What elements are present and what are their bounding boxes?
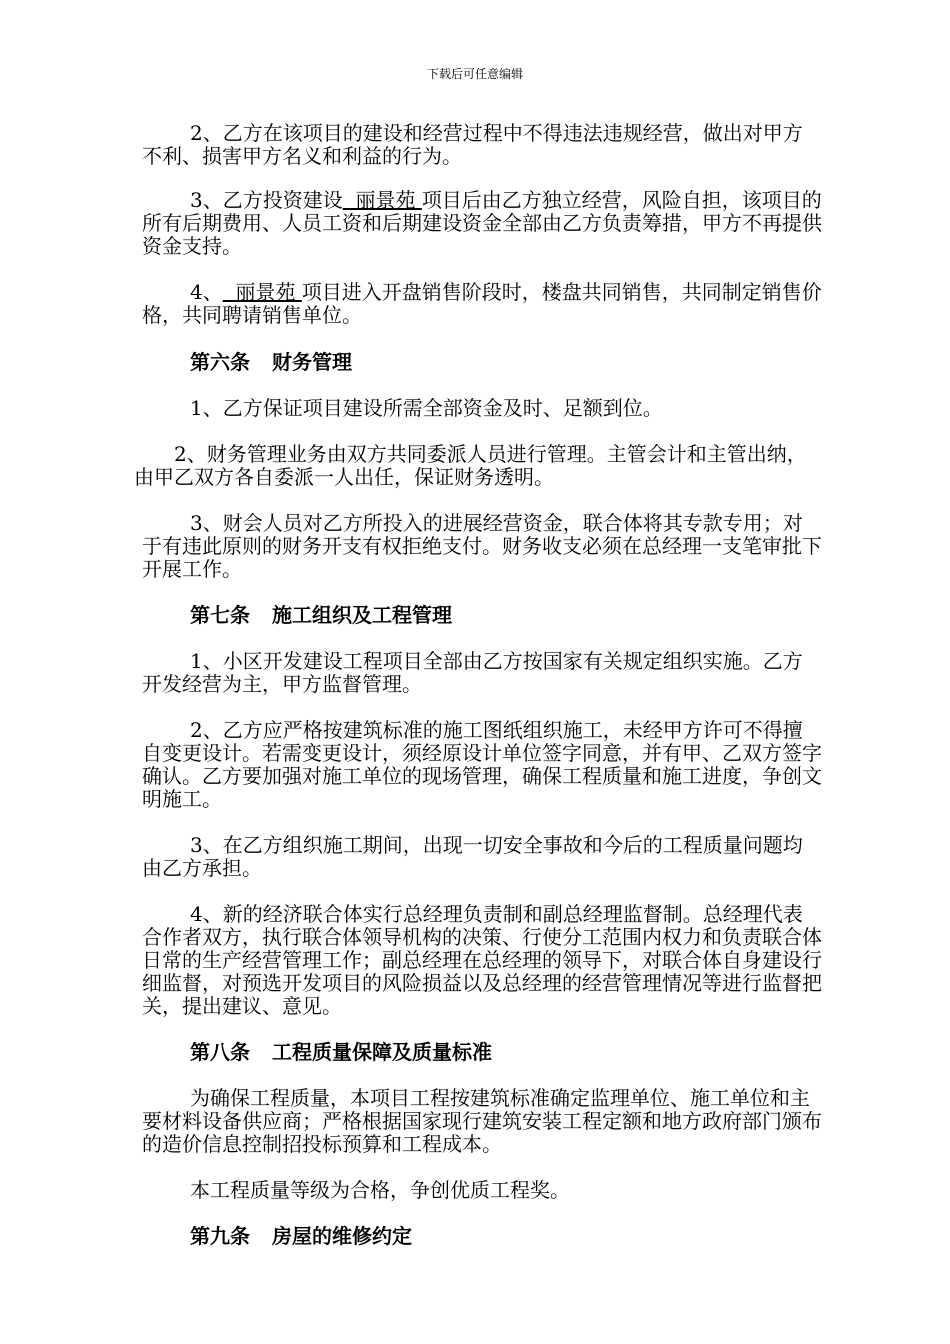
clause-7-item-3: 3、在乙方组织施工期间，出现一切安全事故和今后的工程质量问题均由乙方承担。 bbox=[142, 833, 803, 880]
clause-5-item-4-rest: 项目进入开盘销售阶段时，楼盘共同销售，共同制定销售价格，共同聘请销售单位。 bbox=[142, 280, 822, 327]
article-7-heading bbox=[142, 604, 822, 627]
document-body bbox=[134, 121, 822, 1248]
article-8-title: 工程质量保障及质量标准 bbox=[272, 1040, 492, 1064]
clause-6-item-2: 2、财务管理业务由双方共同委派人员进行管理。主管会计和主管出纳，由甲乙双方各自委派一人出任，保证财务透明。 bbox=[134, 442, 807, 489]
project-name-underlined: 丽景苑 bbox=[222, 280, 302, 304]
article-6-heading bbox=[142, 351, 822, 374]
clause-5-item-3-rest: 项目后由乙方独立经营，风险自担，该项目的所有后期费用、人员工资和后期建设资金全部由乙方负责筹措，甲方不再提供资金支持。 bbox=[142, 188, 822, 258]
project-name-underlined: 丽景苑 bbox=[342, 188, 422, 212]
article-8-heading bbox=[142, 1041, 822, 1064]
clause-7-item-1: 1、小区开发建设工程项目全部由乙方按国家有关规定组织实施。乙方开发经营为主，甲方监督管理。 bbox=[142, 649, 803, 696]
article-7-title: 施工组织及工程管理 bbox=[272, 603, 452, 627]
clause-6-item-1: 1、乙方保证项目建设所需全部资金及时、足额到位。 bbox=[190, 396, 663, 420]
clause-5-item-4 bbox=[142, 281, 822, 327]
clause-5-item-4-lead: 4、 bbox=[190, 280, 223, 304]
article-9-heading bbox=[142, 1225, 822, 1248]
clause-5-item-2: 2、乙方在该项目的建设和经营过程中不得违法违规经营，做出对甲方不利、损害甲方名义和利益的行为。 bbox=[142, 121, 803, 168]
clause-7-item-2: 2、乙方应严格按建筑标准的施工图纸组织施工，未经甲方许可不得擅自变更设计。若需变更设计，须经原设计单位签字同意，并有甲、乙双方签字确认。乙方要加强对施工单位的现场管理，确保工程质量和施工进度，争创文明施工。 bbox=[142, 718, 822, 811]
clause-7-item-4: 4、新的经济联合体实行总经理负责制和副总经理监督制。总经理代表合作者双方，执行联合体领导机构的决策、行使分工范围内权力和负责联合体日常的生产经营管理工作；副总经理在总经理的领导下，对联合体自身建设行细监督，对预选开发项目的风险损益以及总经理的经营管理情况等进行监督把关，提出建议、意见。 bbox=[142, 902, 822, 1018]
clause-5-item-3-lead: 3、乙方投资建设 bbox=[190, 188, 343, 212]
clause-8-para-1: 为确保工程质量，本项目工程按建筑标准确定监理单位、施工单位和主要材料设备供应商；严格根据国家现行建筑安装工程定额和地方政府部门颁布的造价信息控制招投标预算和工程成本。 bbox=[142, 1086, 822, 1156]
article-9-title: 房屋的维修约定 bbox=[272, 1224, 412, 1248]
page-header-note: 下载后可任意编辑 bbox=[426, 67, 523, 81]
article-7-number: 第七条 bbox=[190, 603, 250, 627]
article-8-number: 第八条 bbox=[190, 1040, 250, 1064]
clause-6-item-3: 3、财会人员对乙方所投入的进展经营资金，联合体将其专款专用；对于有违此原则的财务开支有权拒绝支付。财务收支必须在总经理一支笔审批下开展工作。 bbox=[142, 511, 822, 581]
article-6-title: 财务管理 bbox=[272, 350, 352, 374]
clause-8-para-2: 本工程质量等级为合格，争创优质工程奖。 bbox=[190, 1178, 570, 1202]
article-6-number: 第六条 bbox=[190, 350, 250, 374]
article-9-number: 第九条 bbox=[190, 1224, 250, 1248]
clause-5-item-3 bbox=[142, 189, 822, 258]
